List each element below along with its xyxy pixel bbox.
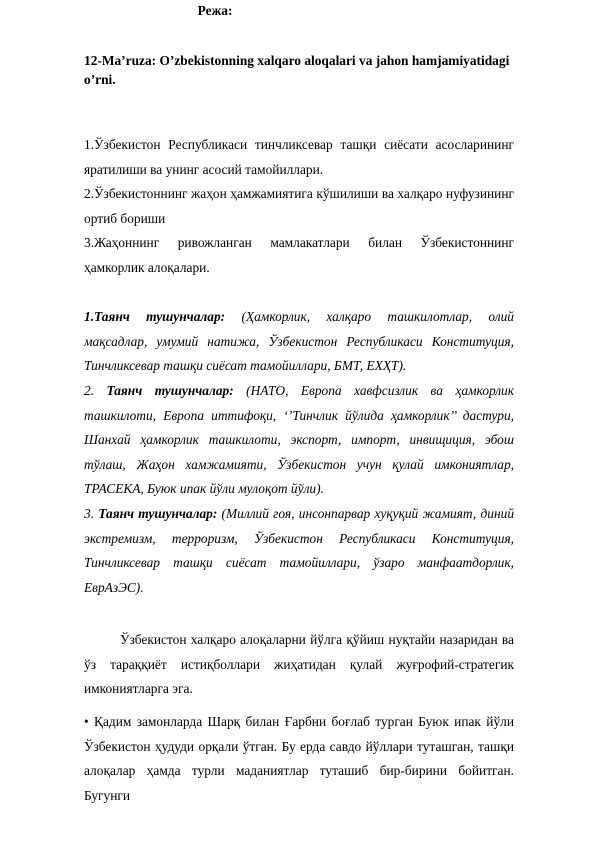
body-paragraph: • Қадим замонларда Шарқ билан Ғарбни боғлаб турган Буюк ипак йўли Ўзбекистон ҳудуди орқали ўтган. Бу ерда савдо йўллари туташган, ташқи алоқалар ҳамда турли маданиятлар туташиб бир-бирини бойитган. Бугунги: [84, 714, 514, 803]
plan-item: 2.Ўзбекистоннинг жаҳон ҳамжамиятига кўшилиши ва халқаро нуфузининг ортиб бориши: [84, 186, 514, 226]
lecture-title: [84, 51, 514, 89]
plan-heading: Режа:: [197, 3, 233, 18]
key-concepts-label: 1.Таянч тушунчалар:: [84, 309, 226, 324]
key-concepts-number: 3.: [84, 506, 99, 521]
key-concepts-text: (НАТО, Европа хавфсизлик ва ҳамкорлик ташкилоти, Европа иттифоқи, ‘’Тинчлик йўлида ҳамкорлик’’ дастури, Шанхай ҳамкорлик ташкилоти, экспорт, импорт, инвищиция, эбош тўлаш, Жаҳон хамжамияти, Ўзбекистон учун қулай имкониятлар, ТРАСЕКА, Буюк ипак йўли мулоқот йўли).: [84, 383, 515, 497]
key-concepts-paragraph: [84, 305, 514, 379]
title-line: 12-Ma’ruza: O’zbekistonning xalqaro aloqalari va jahon hamjamiyatidagi: [84, 53, 510, 68]
key-concepts-label: Таянч тушунчалар:: [106, 383, 234, 398]
plan-item: 1.Ўзбекистон Республикаси тинчликсевар ташқи сиёсати асосларининг яратилиши ва унинг асосий тамойиллари.: [84, 137, 514, 177]
key-concepts-text: (Миллий гоя, инсонпарвар хуқуқий жамият, диний экстремизм, терроризм, Ўзбекистон Республикаси Конституция, Тинчликсевар ташқи сиёсат тамойиллари, ўзаро манфаатдорлик, ЕврАзЭС).: [84, 506, 515, 595]
key-concepts-paragraph: [84, 502, 514, 600]
title-line: o’rni.: [84, 72, 116, 87]
key-concepts-label: Таянч тушунчалар:: [98, 506, 218, 521]
key-concepts-number: 2.: [84, 383, 107, 398]
key-concepts-paragraph: [84, 379, 514, 502]
key-concepts-text: (Ҳамкорлик, халқаро ташкилотлар, олий мақсадлар, умумий натижа, Ўзбекистон Республикаси Конституция, Тинчликсевар ташқи сиёсат тамойиллари, БМТ, ЕХҲТ).: [84, 309, 514, 374]
plan-item: 3.Жаҳоннинг ривожланган мамлакатлари билан Ўзбекистоннинг ҳамкорлик алоқалари.: [84, 235, 514, 275]
body-paragraph: Ўзбекистон халқаро алоқаларни йўлга қўйиш нуқтайи назаридан ва ўз тараққиёт истиқболлари жиҳатидан қулай жуғрофий-стратегик имкониятларга эга.: [84, 632, 514, 697]
